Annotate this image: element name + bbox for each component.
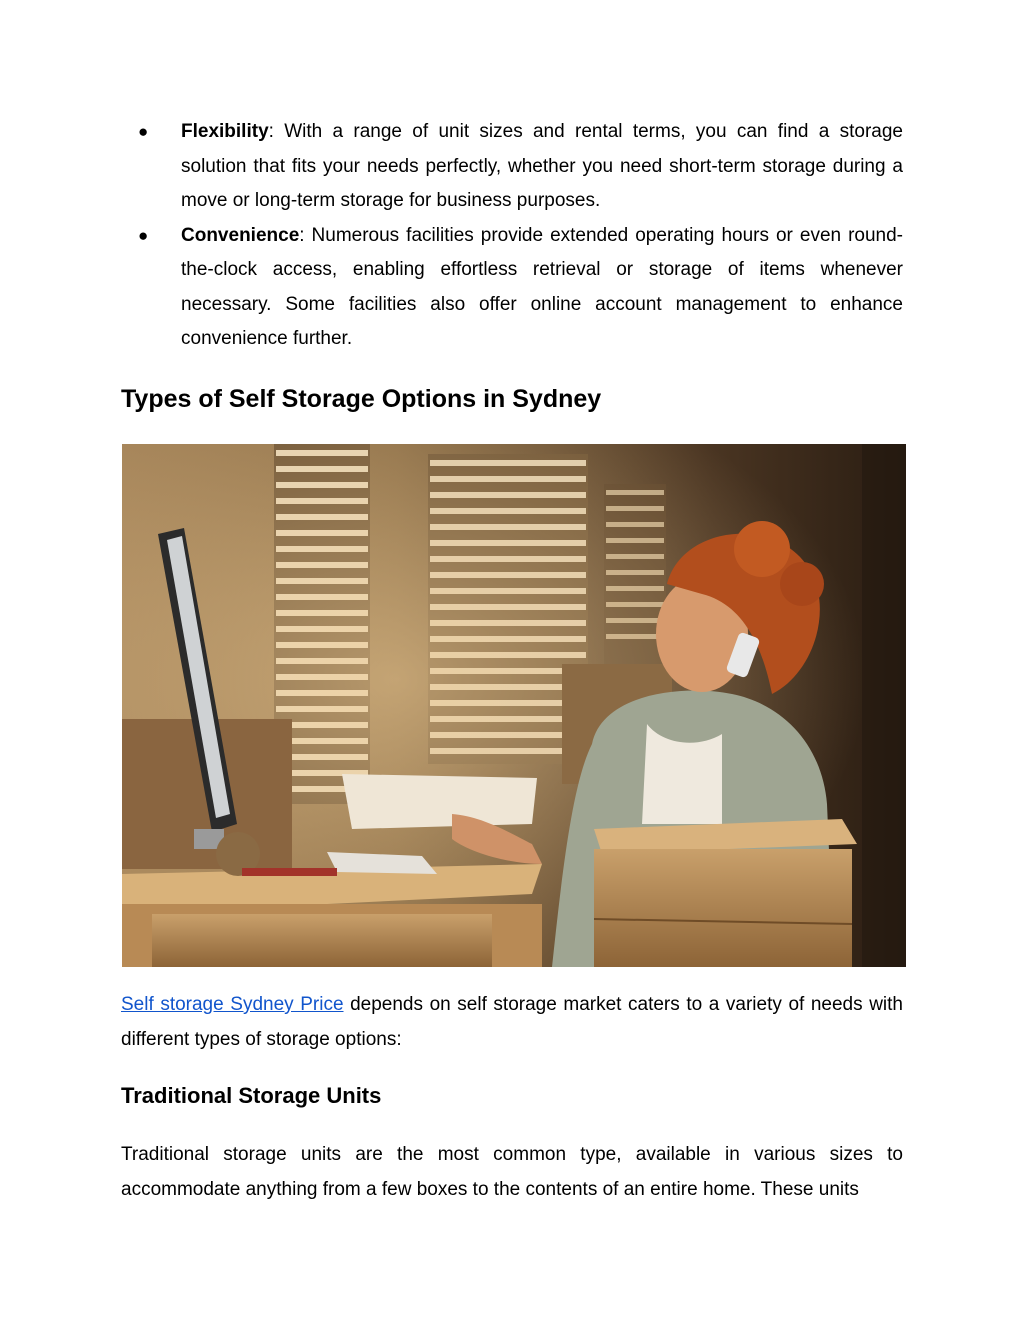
list-item-flexibility bbox=[121, 115, 903, 219]
subsection-heading: Traditional Storage Units bbox=[121, 1083, 382, 1108]
benefits-list bbox=[121, 115, 903, 357]
intro-paragraph bbox=[121, 988, 903, 1057]
bullet-text: : Numerous facilities provide extended operating hours or even round-the-clock access, enabling effortless retrieval or storage of items whenever necessary. Some facilities also offer online account management to enhance convenience further. bbox=[181, 224, 903, 349]
bullet-term: Flexibility bbox=[181, 121, 269, 142]
bullet-icon: ● bbox=[138, 225, 149, 245]
bullet-text: : With a range of unit sizes and rental terms, you can find a storage solution that fits your needs perfectly, whether you need short-term storage during a move or long-term storage for business purposes. bbox=[181, 121, 903, 211]
traditional-paragraph: Traditional storage units are the most common type, available in various sizes to accommodate anything from a few boxes to the contents of an entire home. These units bbox=[121, 1144, 903, 1200]
intro-text: depends on self storage market caters to a variety of needs with different types of storage options: bbox=[121, 994, 903, 1050]
self-storage-price-link[interactable]: Self storage Sydney Price bbox=[121, 994, 344, 1015]
section-heading: Types of Self Storage Options in Sydney bbox=[121, 385, 602, 413]
document-page bbox=[121, 115, 903, 1200]
woman-on-phone-photo bbox=[122, 444, 906, 967]
bullet-term: Convenience bbox=[181, 224, 300, 246]
list-item-convenience bbox=[121, 219, 903, 357]
bullet-icon: ● bbox=[138, 122, 149, 141]
